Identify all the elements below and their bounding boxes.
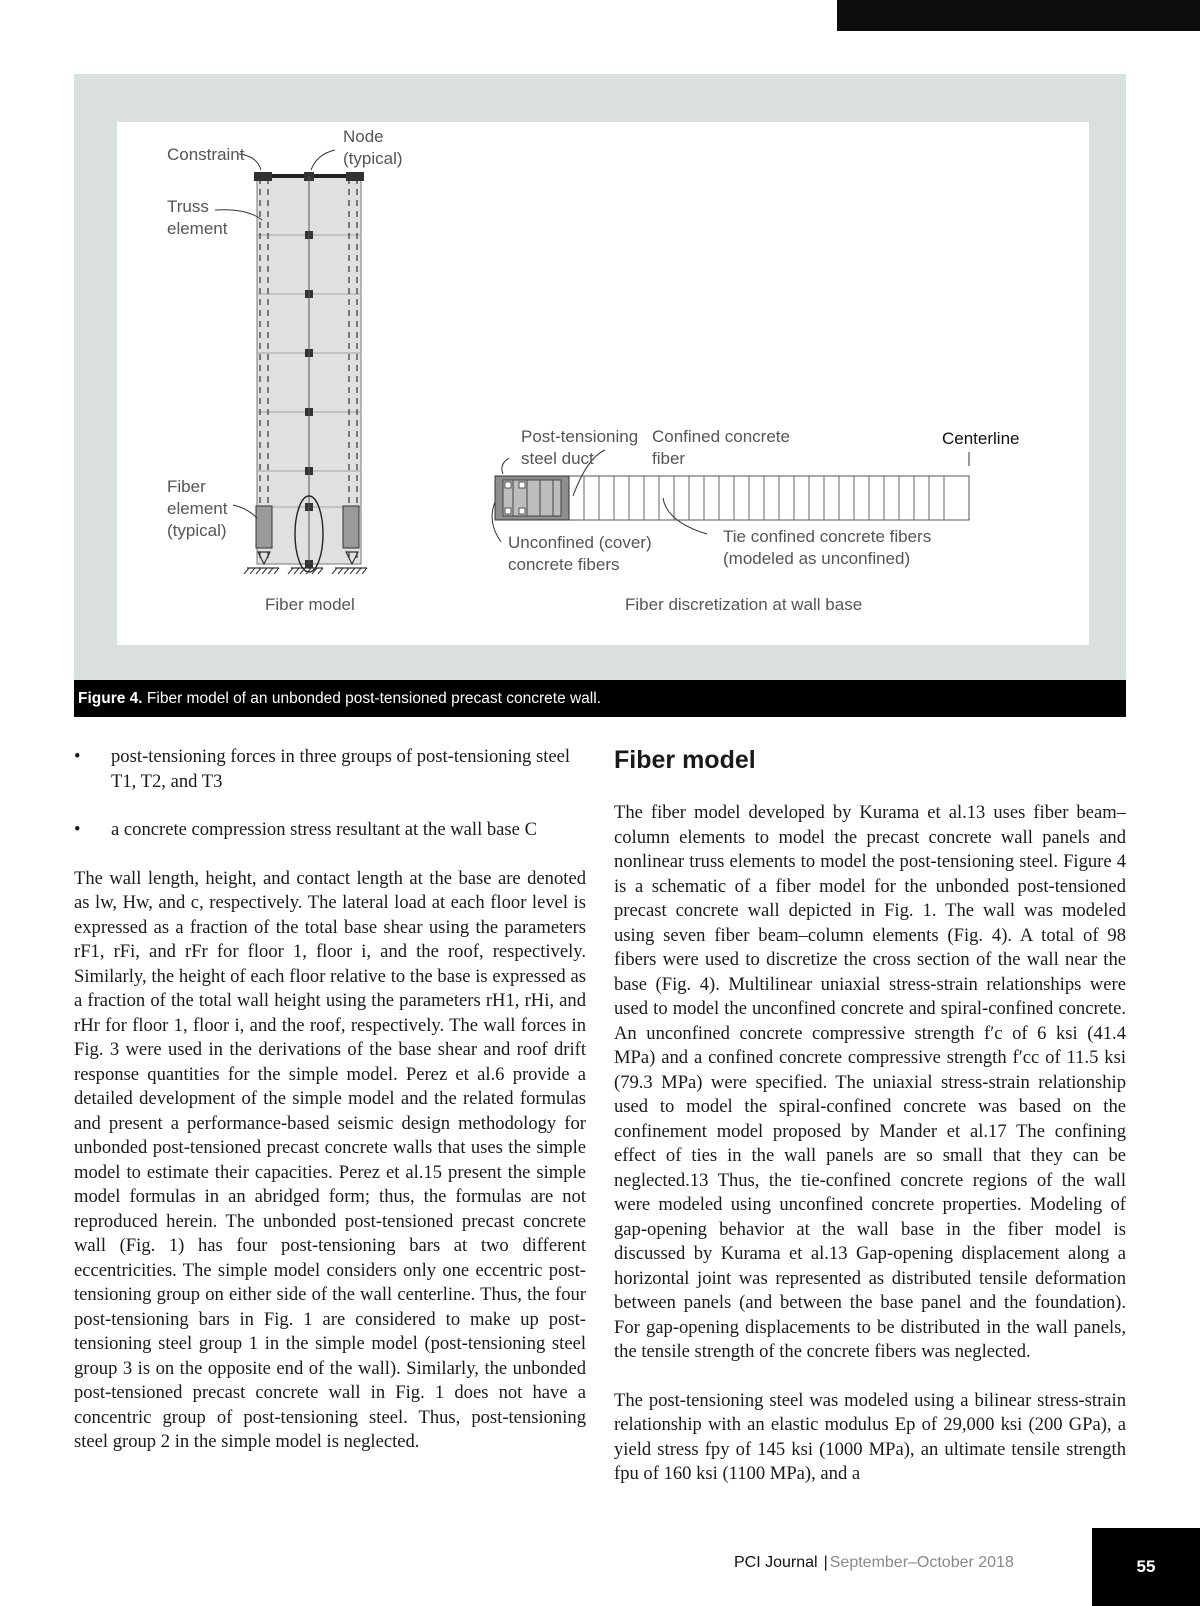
- label-fiber-model: Fiber model: [265, 595, 355, 614]
- footer: [734, 1554, 1014, 1572]
- footer-separator: |: [823, 1554, 828, 1571]
- bullet-item: [74, 745, 586, 794]
- page-number-box: [1092, 1528, 1200, 1606]
- right-column: [614, 745, 1126, 1511]
- left-column: [74, 745, 586, 1479]
- label-unconfined-2: concrete fibers: [508, 555, 620, 574]
- bullet-text: post-tensioning forces in three groups of post-tensioning steel T1, T2, and T3: [111, 746, 571, 792]
- label-pt-duct-1: Post-tensioning: [521, 427, 639, 446]
- caption-label: Figure 4.: [78, 690, 143, 707]
- label-centerline: Centerline: [942, 429, 1020, 448]
- issue-date: September–October 2018: [829, 1554, 1014, 1571]
- bullet-symbol: •: [74, 746, 81, 767]
- label-fiber-element-1: Fiber: [167, 477, 206, 496]
- label-pt-duct-2: steel duct: [521, 449, 594, 468]
- label-fiber-element-2: element: [167, 499, 228, 518]
- figure-caption: [74, 680, 1126, 717]
- label-truss-2: element: [167, 219, 228, 238]
- figure-canvas: [117, 122, 1089, 645]
- body-paragraph: The wall length, height, and contact length at the base are denoted as lw, Hw, and c, respectively. The lateral load at each floor level is expressed as a fraction of the total base shear using the parameters rF1, rFi, and rFr for floor 1, floor i, and the roof, respectively. Similarly, the height of each floor relative to the base is expressed as a fraction of the total wall height using the parameters rH1, rHi, and rHr for floor 1, floor i, and the roof, respectively. The wall forces in Fig. 3 were used in the derivations of the base shear and roof drift response quantities for the simple model. Perez et al.6 provide a detailed development of the simple model and the related formulas and present a performance-based seismic design methodology for unbonded post-tensioned precast concrete walls that uses the simple model to estimate their capacities. Perez et al.15 present the simple model formulas in an abridged form; thus, the formulas are not reproduced herein. The unbonded post-tensioned precast concrete wall (Fig. 1) has four post-tensioning bars at two different eccentricities. The simple model considers only one eccentric post-tensioning group on either side of the wall centerline. Thus, the four post-tensioning bars in Fig. 1 are considered to make up post-tensioning steel group 1 in the simple model (post-tensioning steel group 3 is on the opposite end of the wall). Similarly, the unbonded post-tensioned precast concrete wall in Fig. 1 does not have a concentric group of post-tensioning steel. Thus, post-tensioning steel group 2 in the simple model is neglected.: [74, 867, 586, 1452]
- label-node-1: Node: [343, 127, 384, 146]
- label-discretization: Fiber discretization at wall base: [625, 595, 863, 614]
- bullet-item: [74, 818, 586, 843]
- journal-name: PCI Journal: [734, 1554, 818, 1571]
- bullet-text: a concrete compression stress resultant at the wall base C: [111, 819, 537, 840]
- section-heading: Fiber model: [614, 746, 756, 774]
- wall-fiber-model: [215, 150, 367, 574]
- bullet-symbol: •: [74, 819, 81, 840]
- caption-text: Fiber model of an unbonded post-tensioned precast concrete wall.: [146, 690, 602, 707]
- body-paragraph: The post-tensioning steel was modeled using a bilinear stress-strain relationship with an elastic modulus Ep of 29,000 ksi (200 GPa), a yield stress fpy of 145 ksi (1000 MPa), an ultimate tensile strength fpu of 160 ksi (1100 MPa), and a: [614, 1389, 1126, 1484]
- label-constraint: Constraint: [167, 145, 245, 164]
- label-truss-1: Truss: [167, 197, 209, 216]
- label-tie-2: (modeled as unconfined): [723, 549, 911, 568]
- fiber-model-diagram: [117, 122, 1089, 645]
- label-tie-1: Tie confined concrete fibers: [723, 527, 932, 546]
- header-bar: [837, 0, 1200, 31]
- label-fiber-element-3: (typical): [167, 521, 227, 540]
- label-confined-2: fiber: [652, 449, 686, 468]
- page-number: 55: [1136, 1557, 1156, 1576]
- label-confined-1: Confined concrete: [652, 427, 790, 446]
- label-node-2: (typical): [343, 149, 403, 168]
- body-paragraph: The fiber model developed by Kurama et al.13 uses fiber beam–column elements to model the precast concrete wall panels and nonlinear truss elements to model the post-tensioning steel. Figure 4 is a schematic of a fiber model for the unbonded post-tensioned precast concrete wall depicted in Fig. 1. The wall was modeled using seven fiber beam–column elements (Fig. 4). A total of 98 fibers were used to discretize the cross section of the wall near the base (Fig. 4). Multilinear uniaxial stress-strain relationships were used to model the unconfined concrete and spiral-confined concrete. An unconfined concrete compressive strength f′c of 6 ksi (41.4 MPa) and a confined concrete compressive strength f′cc of 11.5 ksi (79.3 MPa) were specified. The uniaxial stress-strain relationship used to model the spiral-confined concrete was based on the confinement model proposed by Mander et al.17 The confining effect of ties in the wall panels are so small that they can be neglected.13 Thus, the tie-confined concrete regions of the wall were modeled using unconfined concrete properties. Modeling of gap-opening behavior at the wall base in the fiber model is discussed by Kurama et al.13 Gap-opening displacement along a horizontal joint was represented as distributed tensile deformation between panels (and between the base panel and the foundation). For gap-opening displacements to be distributed in the wall panels, the tensile strength of the concrete fibers was neglected.: [614, 802, 1126, 1362]
- label-unconfined-1: Unconfined (cover): [508, 533, 652, 552]
